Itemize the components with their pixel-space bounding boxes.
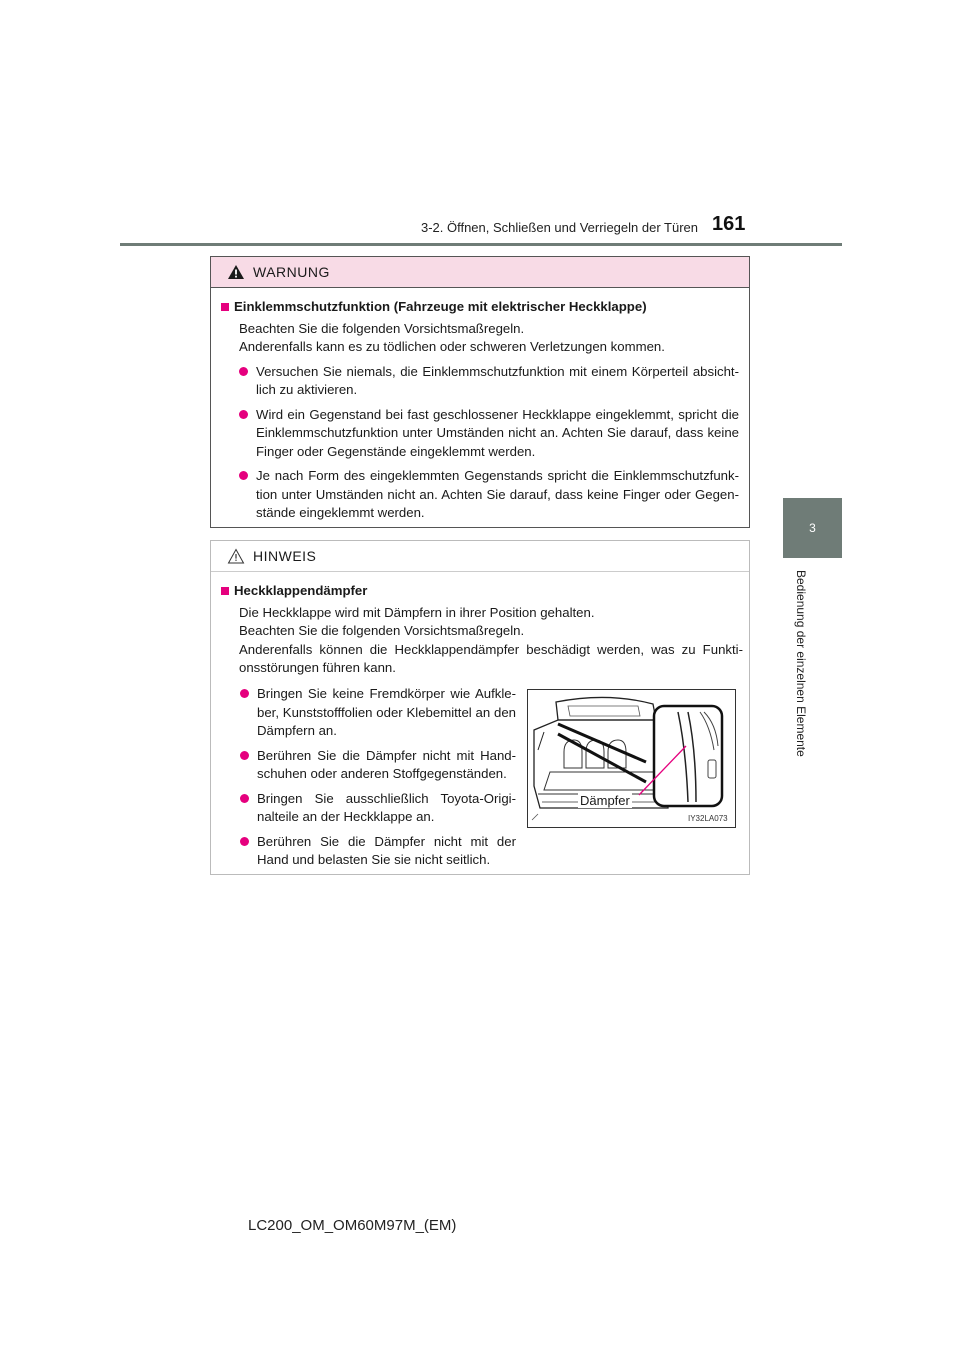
warning-bullet: [221, 363, 743, 400]
warning-bullet-text: Versuchen Sie niemals, die Einklemmschutzfunktion mit einem Körperteil absicht-lich zu aktivieren.: [256, 363, 739, 397]
note-label: HINWEIS: [253, 548, 317, 564]
warning-intro: [221, 320, 743, 357]
header-section-title: 3-2. Öffnen, Schließen und Verriegeln der Türen: [420, 220, 698, 235]
round-bullet-icon: [240, 794, 249, 803]
note-intro-line: Anderenfalls können die Heckklappendämpfer beschädigt werden, was zu Funkti-onsstörungen führen kann.: [239, 641, 743, 675]
warning-subsection-title: [221, 298, 743, 317]
page-number: 161: [712, 213, 746, 235]
round-bullet-icon: [239, 410, 248, 419]
warning-body: [211, 288, 749, 523]
note-intro: [221, 604, 743, 678]
note-bullet-text: Bringen Sie ausschließlich Toyota-Origi-nalteile an der Heckklappe an.: [257, 790, 516, 824]
figure-code: IY32LA073: [688, 814, 728, 823]
round-bullet-icon: [239, 471, 248, 480]
note-subsection-title: [221, 582, 743, 601]
warning-bullet: [221, 467, 743, 523]
round-bullet-icon: [240, 837, 249, 846]
note-bullet: [230, 747, 520, 784]
note-bullet-text: Berühren Sie die Dämpfer nicht mit Hand-schuhen oder anderen Stoffgegenständen.: [257, 747, 516, 781]
note-bullet: [230, 685, 520, 741]
round-bullet-icon: [239, 367, 248, 376]
caution-triangle-outline-icon: [227, 548, 245, 564]
chapter-number: 3: [809, 521, 816, 535]
tailgate-damper-figure: [527, 689, 736, 828]
warning-box: [210, 256, 750, 528]
note-intro-line: Die Heckklappe wird mit Dämpfern in ihrer Position gehalten.: [239, 604, 595, 620]
square-bullet-icon: [221, 587, 229, 595]
chapter-tab: [783, 498, 842, 558]
damper-callout-label: Dämpfer: [580, 793, 630, 808]
round-bullet-icon: [240, 751, 249, 760]
warning-subsection-text: Einklemmschutzfunktion (Fahrzeuge mit elektrischer Heckklappe): [234, 299, 647, 314]
round-bullet-icon: [240, 689, 249, 698]
note-bullet-text: Berühren Sie die Dämpfer nicht mit der Hand und belasten Sie sie nicht seitlich.: [257, 833, 516, 867]
note-body: [211, 572, 749, 678]
warning-bullet-text: Wird ein Gegenstand bei fast geschlossener Heckklappe eingeklemmt, spricht die Einklemmschutzfunktion unter Umständen nicht an. Achten Sie darauf, dass keine Finger oder Gegenstände eingeklemmt werden.: [256, 406, 739, 459]
note-header: [211, 541, 749, 572]
warning-bullet: [221, 406, 743, 462]
warning-intro-line: Beachten Sie die folgenden Vorsichtsmaßregeln.: [239, 320, 525, 336]
warning-intro-line: Anderenfalls kann es zu tödlichen oder schweren Verletzungen kommen.: [239, 339, 665, 354]
warning-label: WARNUNG: [253, 264, 330, 280]
note-bullet-text: Bringen Sie keine Fremdkörper wie Aufkle-ber, Kunststofffolien oder Klebemittel an den Dämpfern an.: [257, 686, 516, 738]
header-rule: [120, 243, 842, 246]
note-bullet: [230, 833, 520, 870]
chapter-title: Bedienung der einzelnen Elemente: [794, 570, 808, 757]
warning-header: [211, 257, 749, 288]
footer-doc-code: LC200_OM_OM60M97M_(EM): [248, 1217, 457, 1234]
square-bullet-icon: [221, 303, 229, 311]
note-subsection-text: Heckklappendämpfer: [234, 583, 368, 598]
warning-bullet-text: Je nach Form des eingeklemmten Gegenstands spricht die Einklemmschutzfunk-tion unter Umständen nicht an. Achten Sie darauf, dass keine Finger oder Gegen-stände eingeklemmt werden.: [256, 468, 739, 520]
note-bullet: [230, 790, 520, 827]
note-intro-line: Beachten Sie die folgenden Vorsichtsmaßregeln.: [239, 623, 525, 638]
note-box: [210, 540, 750, 875]
note-bullet-list: [230, 685, 520, 876]
warning-triangle-icon: [227, 264, 245, 280]
